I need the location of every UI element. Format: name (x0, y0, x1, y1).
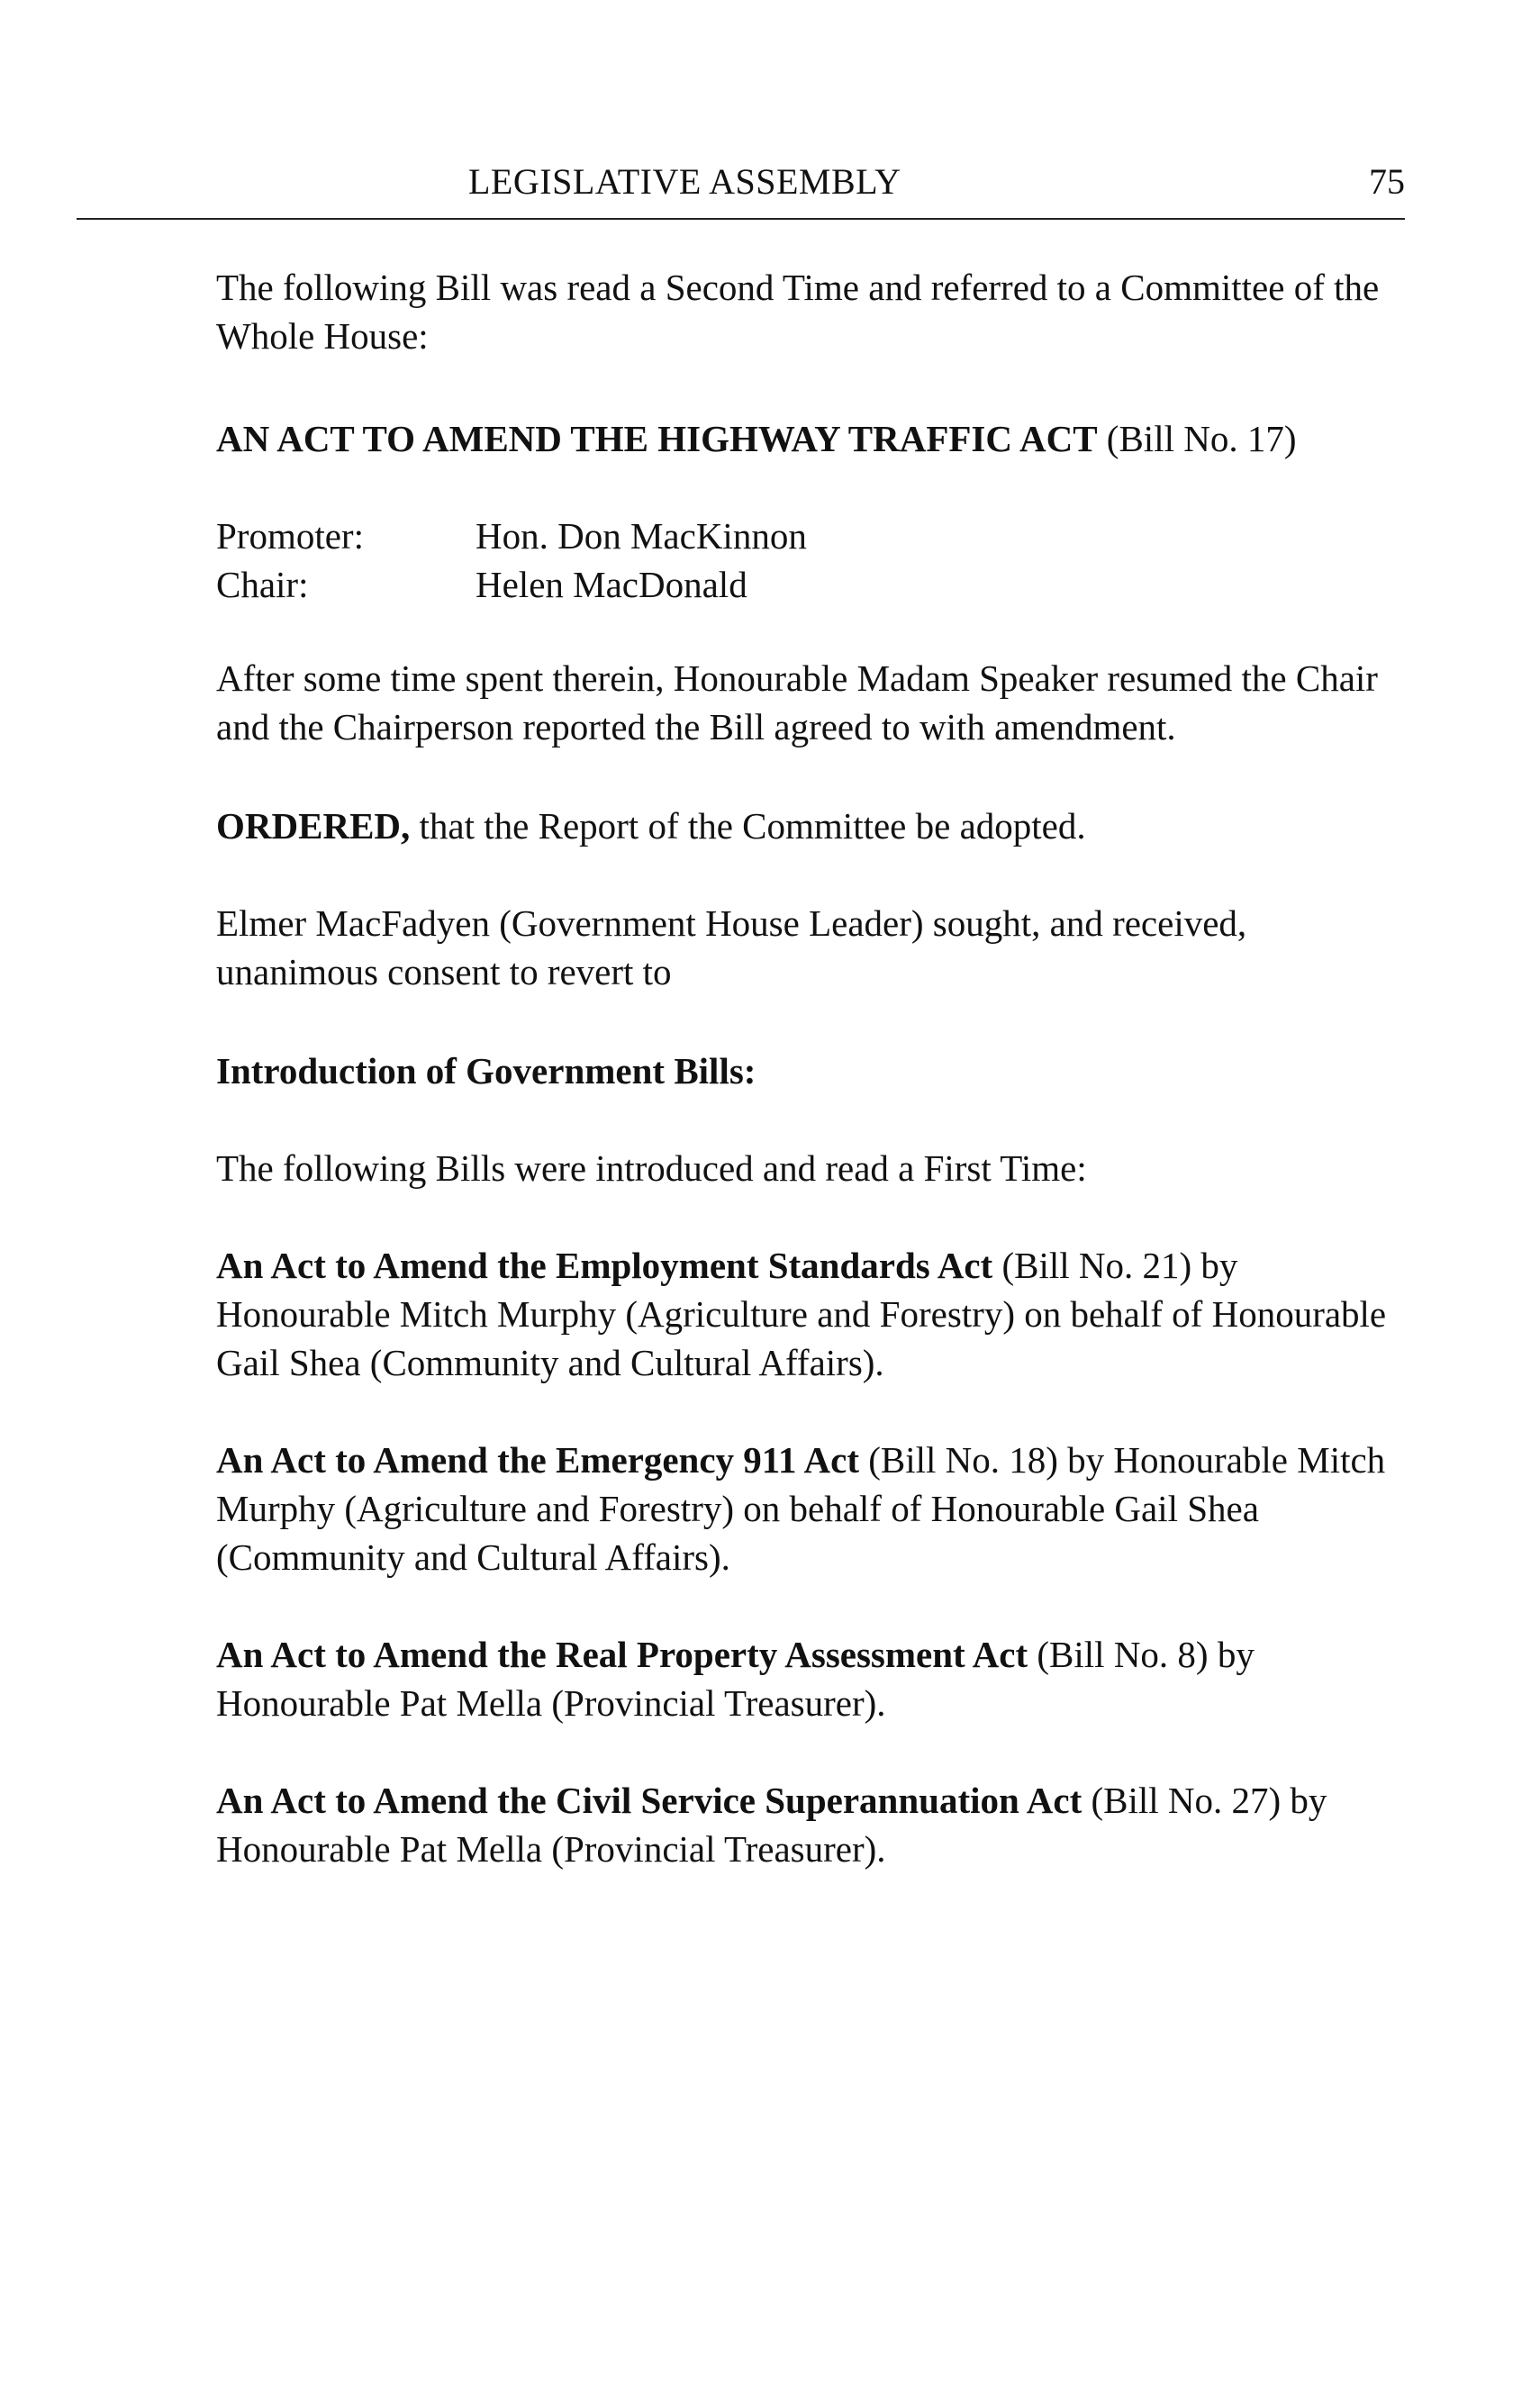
ordered-paragraph (216, 802, 1414, 850)
bill-entry-rest: (Bill No. 27) by Honourable Pat Mella (Provincial Treasurer). (216, 1780, 1327, 1870)
paragraph-first-time: The following Bills were introduced and read a First Time: (216, 1147, 1087, 1189)
bill-17-heading (216, 414, 1414, 463)
bill-entry-rest: (Bill No. 21) by Honourable Mitch Murphy (Agriculture and Forestry) on behalf of Honourable Gail Shea (Community and Cultural Affairs). (216, 1245, 1387, 1383)
running-head (77, 160, 1405, 220)
bill-entry-21 (216, 1241, 1414, 1387)
chair-label: Chair: (216, 564, 309, 605)
paragraph-committee-report: After some time spent therein, Honourable Madam Speaker resumed the Chair and the Chairperson reported the Bill agreed to with amendment. (216, 657, 1378, 748)
paragraph-consent: Elmer MacFadyen (Government House Leader) sought, and received, unanimous consent to revert to (216, 902, 1247, 992)
bill-entry-27 (216, 1776, 1414, 1873)
bill-entry-title: An Act to Amend the Employment Standards Act (216, 1245, 993, 1286)
bill-entry-title: An Act to Amend the Emergency 911 Act (216, 1439, 859, 1481)
bill-entry-title: An Act to Amend the Real Property Assessment Act (216, 1634, 1028, 1675)
bill-entry-18 (216, 1436, 1414, 1581)
promoter-value: Hon. Don MacKinnon (476, 515, 807, 557)
bill-entry-title: An Act to Amend the Civil Service Superannuation Act (216, 1780, 1083, 1821)
chair-value: Helen MacDonald (476, 564, 747, 605)
page-number: 75 (1369, 161, 1405, 202)
paragraph-second-reading: The following Bill was read a Second Time and referred to a Committee of the Whole House: (216, 267, 1380, 357)
ordered-bold: ORDERED, (216, 805, 411, 847)
bill-17-title: AN ACT TO AMEND THE HIGHWAY TRAFFIC ACT (216, 418, 1098, 459)
bill-entry-rest: (Bill No. 8) by Honourable Pat Mella (Provincial Treasurer). (216, 1634, 1255, 1724)
running-title: LEGISLATIVE ASSEMBLY (468, 161, 901, 202)
bill-17-ref: (Bill No. 17) (1097, 418, 1297, 459)
ordered-rest: that the Report of the Committee be adopted. (410, 805, 1086, 847)
section-heading: Introduction of Government Bills: (216, 1050, 756, 1092)
promoter-label: Promoter: (216, 515, 364, 557)
bill-entry-8 (216, 1630, 1414, 1727)
bill-entry-rest: (Bill No. 18) by Honourable Mitch Murphy (Agriculture and Forestry) on behalf of Honourable Gail Shea (Community and Cultural Affairs). (216, 1439, 1386, 1578)
